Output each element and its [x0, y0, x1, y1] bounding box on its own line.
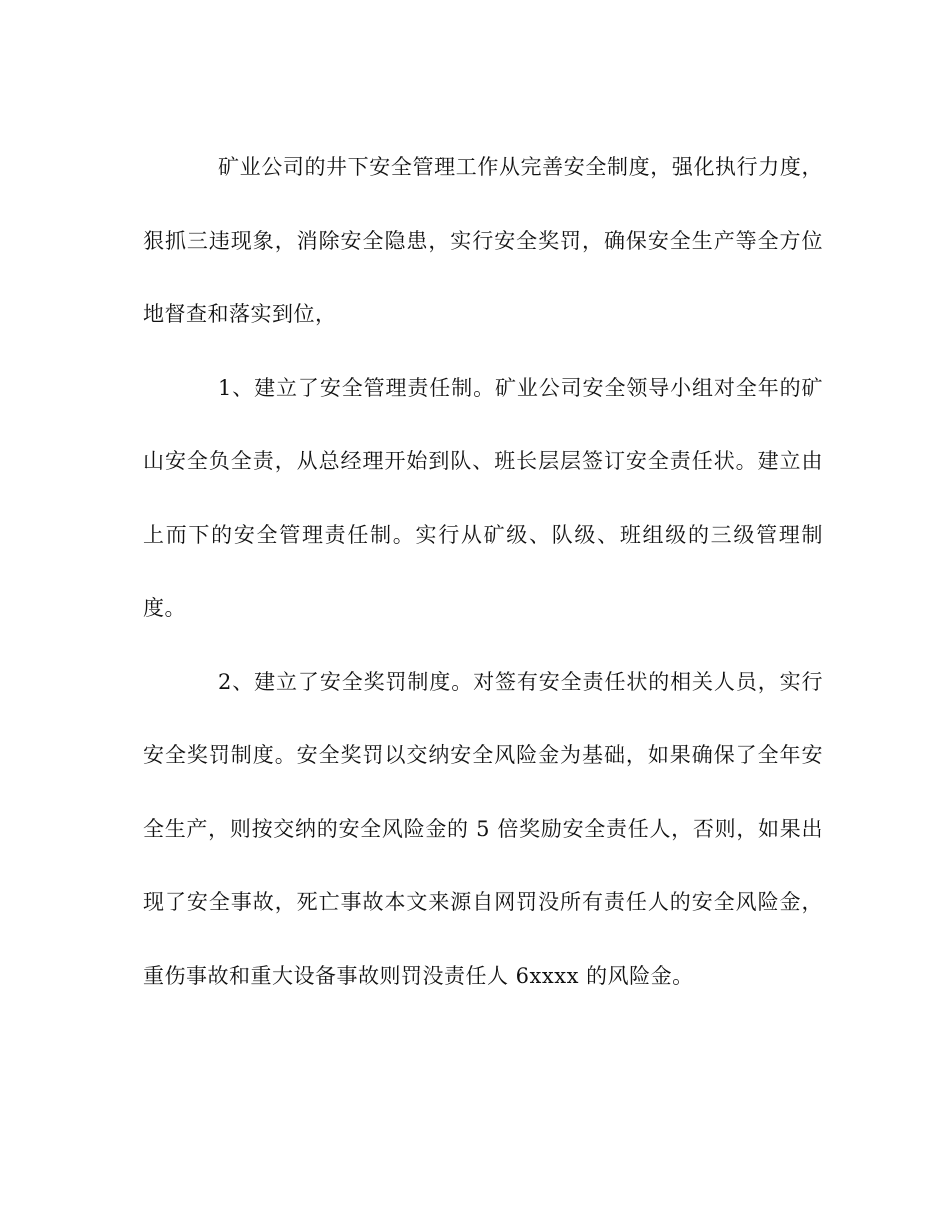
paragraph-intro: 矿业公司的井下安全管理工作从完善安全制度，强化执行力度，狠抓三违现象，消除安全隐患，实行安全奖罚，确保安全生产等全方位地督查和落实到位， [143, 155, 823, 326]
paragraph-reward-penalty-system: 2、建立了安全奖罚制度。对签有安全责任状的相关人员，实行安全奖罚制度。安全奖罚以交纳安全风险金为基础，如果确保了全年安全生产，则按交纳的安全风险金的 5 倍奖励安全责任人，否则，如果出现了安全事故，死亡事故本文来源自网罚没所有责任人的安全风险金，重伤事故和重大设备事故则罚没责任人 6xxxx 的风险金。 [143, 669, 823, 988]
document-body [143, 131, 823, 1013]
paragraph-responsibility-system: 1、建立了安全管理责任制。矿业公司安全领导小组对全年的矿山安全负全责，从总经理开始到队、班长层层签订安全责任状。建立由上而下的安全管理责任制。实行从矿级、队级、班组级的三级管理制度。 [143, 375, 823, 620]
